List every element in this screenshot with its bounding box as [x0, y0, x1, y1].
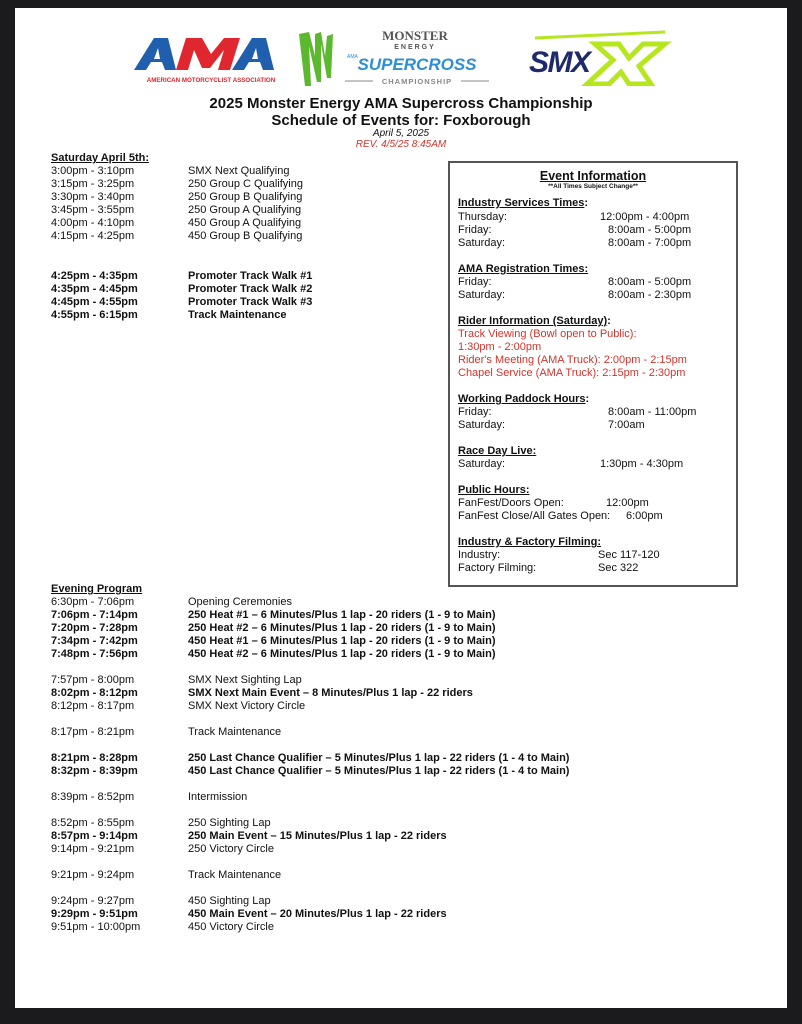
info-value: 7:00am: [608, 419, 645, 431]
schedule-time: 3:00pm - 3:10pm: [51, 165, 135, 177]
info-value: 8:00am - 7:00pm: [608, 237, 692, 249]
schedule-event: 450 Main Event – 20 Minutes/Plus 1 lap - 22 riders: [188, 908, 447, 920]
schedule-time: 9:14pm - 9:21pm: [51, 843, 135, 855]
schedule-event: Track Maintenance: [188, 869, 282, 881]
rider-info-line: 1:30pm - 2:00pm: [458, 341, 542, 353]
schedule-event: 250 Heat #1 – 6 Minutes/Plus 1 lap - 20 riders (1 - 9 to Main): [188, 609, 496, 621]
schedule-event: Promoter Track Walk #3: [188, 296, 313, 308]
schedule-event: Opening Ceremonies: [188, 596, 292, 608]
schedule-time: 8:39pm - 8:52pm: [51, 791, 135, 803]
schedule-event: SMX Next Qualifying: [188, 165, 290, 177]
schedule-event: 450 Group A Qualifying: [188, 217, 302, 229]
filming-heading: Industry & Factory Filming:: [458, 536, 602, 548]
industry-services-heading-text: Industry Services Times: [458, 197, 585, 209]
schedule-time: 7:57pm - 8:00pm: [51, 674, 135, 686]
info-label: Friday:: [458, 224, 492, 236]
schedule-time: 8:17pm - 8:21pm: [51, 726, 135, 738]
public-hours-heading: Public Hours:: [458, 484, 530, 496]
schedule-event: 250 Last Chance Qualifier – 5 Minutes/Plus 1 lap - 22 riders (1 - 4 to Main): [188, 752, 570, 764]
schedule-event: 450 Heat #2 – 6 Minutes/Plus 1 lap - 20 riders (1 - 9 to Main): [188, 648, 496, 660]
championship-text: CHAMPIONSHIP: [381, 77, 453, 86]
schedule-time: 4:00pm - 4:10pm: [51, 217, 135, 229]
info-label: Industry:: [458, 549, 501, 561]
ama-logo: [132, 32, 290, 86]
info-label: FanFest/Doors Open:: [458, 497, 564, 509]
schedule-time: 7:48pm - 7:56pm: [51, 648, 138, 660]
page-subtitle: Schedule of Events for: Foxborough: [271, 112, 531, 129]
rider-info-heading: [458, 315, 611, 328]
smx-logo: [525, 28, 675, 86]
schedule-time: 8:52pm - 8:55pm: [51, 817, 135, 829]
schedule-event: Track Maintenance: [188, 309, 287, 321]
schedule-time: 4:25pm - 4:35pm: [51, 270, 138, 282]
page-title: 2025 Monster Energy AMA Supercross Championship: [209, 95, 593, 112]
info-value: 1:30pm - 4:30pm: [600, 458, 684, 470]
event-information-box: [448, 161, 738, 587]
info-label: Saturday:: [458, 419, 506, 431]
revision-text: REV. 4/5/25 8:45AM: [355, 139, 447, 150]
ama-registration-heading: AMA Registration Times:: [458, 263, 589, 275]
schedule-time: 4:15pm - 4:25pm: [51, 230, 135, 242]
schedule-event: 450 Group B Qualifying: [188, 230, 303, 242]
heading-colon: :: [584, 197, 589, 209]
schedule-event: 450 Last Chance Qualifier – 5 Minutes/Plus 1 lap - 22 riders (1 - 4 to Main): [188, 765, 570, 777]
schedule-time: 6:30pm - 7:06pm: [51, 596, 135, 608]
schedule-time: 9:24pm - 9:27pm: [51, 895, 135, 907]
schedule-event: Track Maintenance: [188, 726, 282, 738]
info-label: Friday:: [458, 276, 492, 288]
info-label: Friday:: [458, 406, 492, 418]
info-label: Saturday:: [458, 458, 506, 470]
heading-colon: :: [607, 315, 611, 327]
supercross-text: SUPERCROSS: [357, 55, 477, 74]
info-value: 8:00am - 5:00pm: [608, 276, 692, 288]
info-value: 12:00pm: [606, 497, 649, 509]
schedule-event: 250 Group C Qualifying: [188, 178, 303, 190]
industry-services-heading: [458, 197, 588, 210]
ama-logo-subtext: AMERICAN MOTORCYCLIST ASSOCIATION: [146, 77, 276, 84]
schedule-time: 7:06pm - 7:14pm: [51, 609, 138, 621]
event-info-title: Event Information: [539, 169, 647, 183]
info-value: 8:00am - 2:30pm: [608, 289, 692, 301]
schedule-time: 4:45pm - 4:55pm: [51, 296, 138, 308]
schedule-time: 8:57pm - 9:14pm: [51, 830, 138, 842]
info-value: Sec 117-120: [598, 549, 660, 561]
schedule-event: 250 Sighting Lap: [188, 817, 271, 829]
schedule-event: SMX Next Victory Circle: [188, 700, 306, 712]
info-value: 8:00am - 5:00pm: [608, 224, 692, 236]
schedule-time: 4:55pm - 6:15pm: [51, 309, 138, 321]
schedule-time: 3:15pm - 3:25pm: [51, 178, 135, 190]
schedule-event: 250 Heat #2 – 6 Minutes/Plus 1 lap - 20 riders (1 - 9 to Main): [188, 622, 496, 634]
info-label: Saturday:: [458, 289, 506, 301]
schedule-event: 450 Heat #1 – 6 Minutes/Plus 1 lap - 20 riders (1 - 9 to Main): [188, 635, 496, 647]
info-label: Saturday:: [458, 237, 506, 249]
document-page: [15, 8, 787, 1008]
evening-heading: Evening Program: [51, 583, 143, 595]
schedule-time: 3:45pm - 3:55pm: [51, 204, 135, 216]
schedule-event: 450 Sighting Lap: [188, 895, 271, 907]
event-date: April 5, 2025: [372, 128, 430, 139]
info-label: Factory Filming:: [458, 562, 537, 574]
schedule-event: Promoter Track Walk #2: [188, 283, 313, 295]
info-label: Thursday:: [458, 211, 507, 223]
rider-info-line: Rider's Meeting (AMA Truck): 2:00pm - 2:15pm: [458, 354, 687, 366]
rider-info-line: Chapel Service (AMA Truck): 2:15pm - 2:30pm: [458, 367, 686, 379]
schedule-event: SMX Next Sighting Lap: [188, 674, 302, 686]
schedule-event: 250 Group A Qualifying: [188, 204, 302, 216]
schedule-event: 250 Group B Qualifying: [188, 191, 303, 203]
race-day-live-heading: Race Day Live:: [458, 445, 537, 457]
schedule-time: 8:02pm - 8:12pm: [51, 687, 138, 699]
schedule-time: 4:35pm - 4:45pm: [51, 283, 138, 295]
schedule-event: Promoter Track Walk #1: [188, 270, 313, 282]
energy-text: ENERGY: [394, 44, 436, 51]
schedule-event: 250 Main Event – 15 Minutes/Plus 1 lap - 22 riders: [188, 830, 447, 842]
paddock-heading-text: Working Paddock Hours: [458, 393, 586, 405]
info-value: 12:00pm - 4:00pm: [600, 211, 690, 223]
info-value: Sec 322: [598, 562, 639, 574]
schedule-event: SMX Next Main Event – 8 Minutes/Plus 1 lap - 22 riders: [188, 687, 473, 699]
schedule-time: 7:20pm - 7:28pm: [51, 622, 138, 634]
rider-info-heading-text: Rider Information (Saturday): [458, 315, 608, 327]
monster-energy-supercross-logo: [295, 26, 495, 90]
schedule-event: Intermission: [188, 791, 248, 803]
schedule-time: 8:12pm - 8:17pm: [51, 700, 135, 712]
rider-info-line: Track Viewing (Bowl open to Public):: [458, 328, 637, 340]
schedule-event: 450 Victory Circle: [188, 921, 274, 933]
info-value: 8:00am - 11:00pm: [608, 406, 697, 418]
monster-text: MONSTER: [382, 28, 448, 43]
info-label: FanFest Close/All Gates Open:: [458, 510, 611, 522]
schedule-time: 7:34pm - 7:42pm: [51, 635, 138, 647]
ama-small-text: AMA: [347, 54, 358, 60]
schedule-time: 9:21pm - 9:24pm: [51, 869, 135, 881]
schedule-time: 3:30pm - 3:40pm: [51, 191, 135, 203]
saturday-heading: Saturday April 5th:: [51, 152, 149, 164]
event-info-note: **All Times Subject Change**: [548, 183, 638, 190]
info-value: 6:00pm: [626, 510, 663, 522]
paddock-heading: [458, 393, 589, 406]
schedule-time: 8:21pm - 8:28pm: [51, 752, 138, 764]
heading-colon: :: [585, 393, 590, 405]
logo-bar: [15, 8, 787, 88]
schedule-time: 9:51pm - 10:00pm: [51, 921, 141, 933]
schedule-time: 8:32pm - 8:39pm: [51, 765, 138, 777]
schedule-event: 250 Victory Circle: [188, 843, 274, 855]
smx-sm-text: SMX: [529, 46, 591, 79]
schedule-time: 9:29pm - 9:51pm: [51, 908, 138, 920]
